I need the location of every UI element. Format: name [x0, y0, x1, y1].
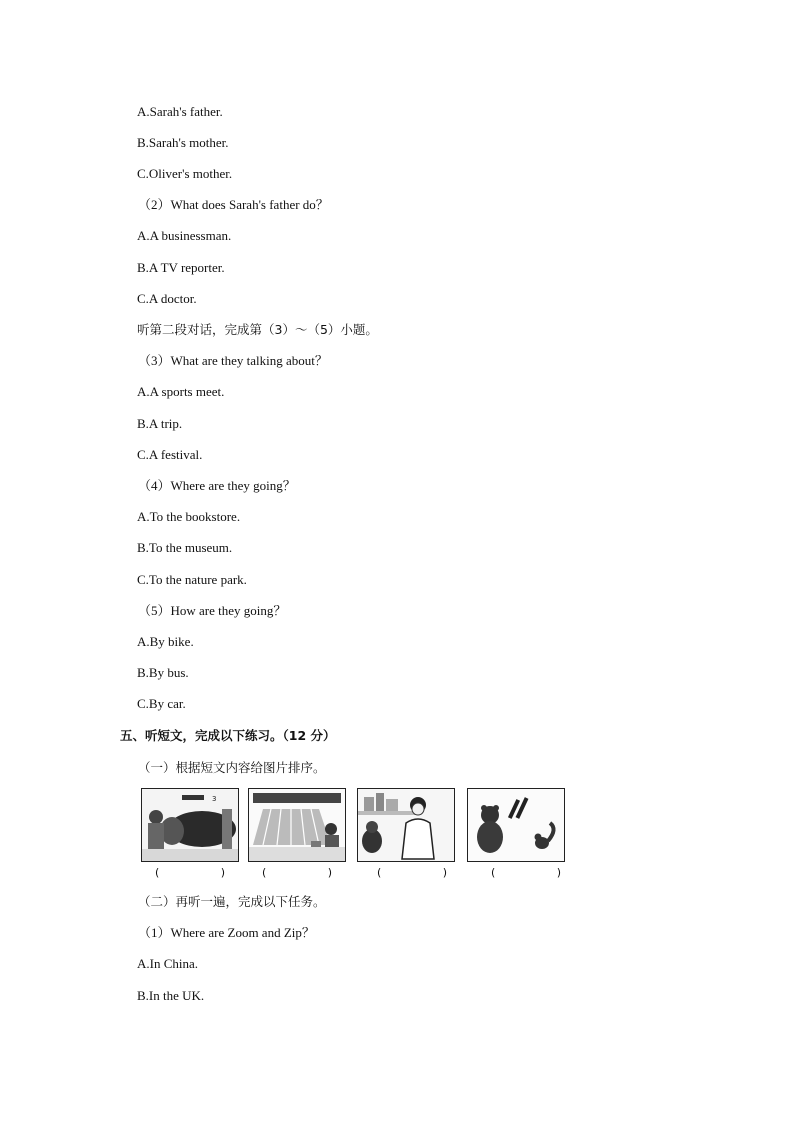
- bracket-close: ): [556, 866, 561, 879]
- option-text: A.Sarah's father.: [137, 104, 223, 119]
- question-text: （3）What are they talking about？: [138, 353, 328, 368]
- question-text: （4）Where are they going？: [138, 478, 296, 493]
- picture-4: [467, 788, 565, 862]
- picture-3: [357, 788, 455, 862]
- option-text: C.To the nature park.: [137, 572, 247, 587]
- option-text: A.By bike.: [137, 634, 194, 649]
- instruction-text: （一）根据短文内容给图片排序。: [138, 760, 326, 775]
- picture-2: [248, 788, 346, 862]
- answer-bracket[interactable]: [155, 866, 225, 879]
- option-text: C.A doctor.: [137, 291, 197, 306]
- option-text: A.To the bookstore.: [137, 509, 241, 524]
- option-text: C.By car.: [137, 696, 186, 711]
- option-text: B.By bus.: [137, 665, 189, 680]
- option-text: C.Oliver's mother.: [137, 166, 233, 181]
- bracket-close: ): [442, 866, 447, 879]
- option-text: B.A trip.: [137, 416, 183, 431]
- option-text: B.A TV reporter.: [137, 260, 225, 275]
- bracket-open: (: [377, 866, 382, 879]
- option-text: A.A businessman.: [137, 228, 232, 243]
- question-text: （5）How are they going？: [138, 603, 287, 618]
- bracket-open: (: [155, 866, 160, 879]
- picture-row: [141, 788, 571, 880]
- picture-1: [141, 788, 239, 862]
- instruction-text: （二）再听一遍，完成以下任务。: [138, 894, 326, 909]
- answer-bracket[interactable]: [377, 866, 447, 879]
- option-text: B.Sarah's mother.: [137, 135, 229, 150]
- answer-bracket[interactable]: [262, 866, 332, 879]
- section-title: 五、听短文，完成以下练习。（12 分）: [120, 728, 336, 743]
- bracket-close: ): [327, 866, 332, 879]
- option-text: B.To the museum.: [137, 540, 233, 555]
- question-text: （1）Where are Zoom and Zip？: [138, 925, 315, 940]
- svg-text:3: 3: [212, 795, 217, 803]
- bracket-open: (: [262, 866, 267, 879]
- instruction-text: 听第二段对话，完成第（3）～（5）小题。: [137, 322, 378, 337]
- option-text: A.In China.: [137, 956, 199, 971]
- option-text: C.A festival.: [137, 447, 203, 462]
- option-text: B.In the UK.: [137, 988, 205, 1003]
- bracket-open: (: [491, 866, 496, 879]
- bracket-close: ): [220, 866, 225, 879]
- option-text: A.A sports meet.: [137, 384, 225, 399]
- answer-bracket[interactable]: [491, 866, 561, 879]
- question-text: （2）What does Sarah's father do？: [138, 197, 329, 212]
